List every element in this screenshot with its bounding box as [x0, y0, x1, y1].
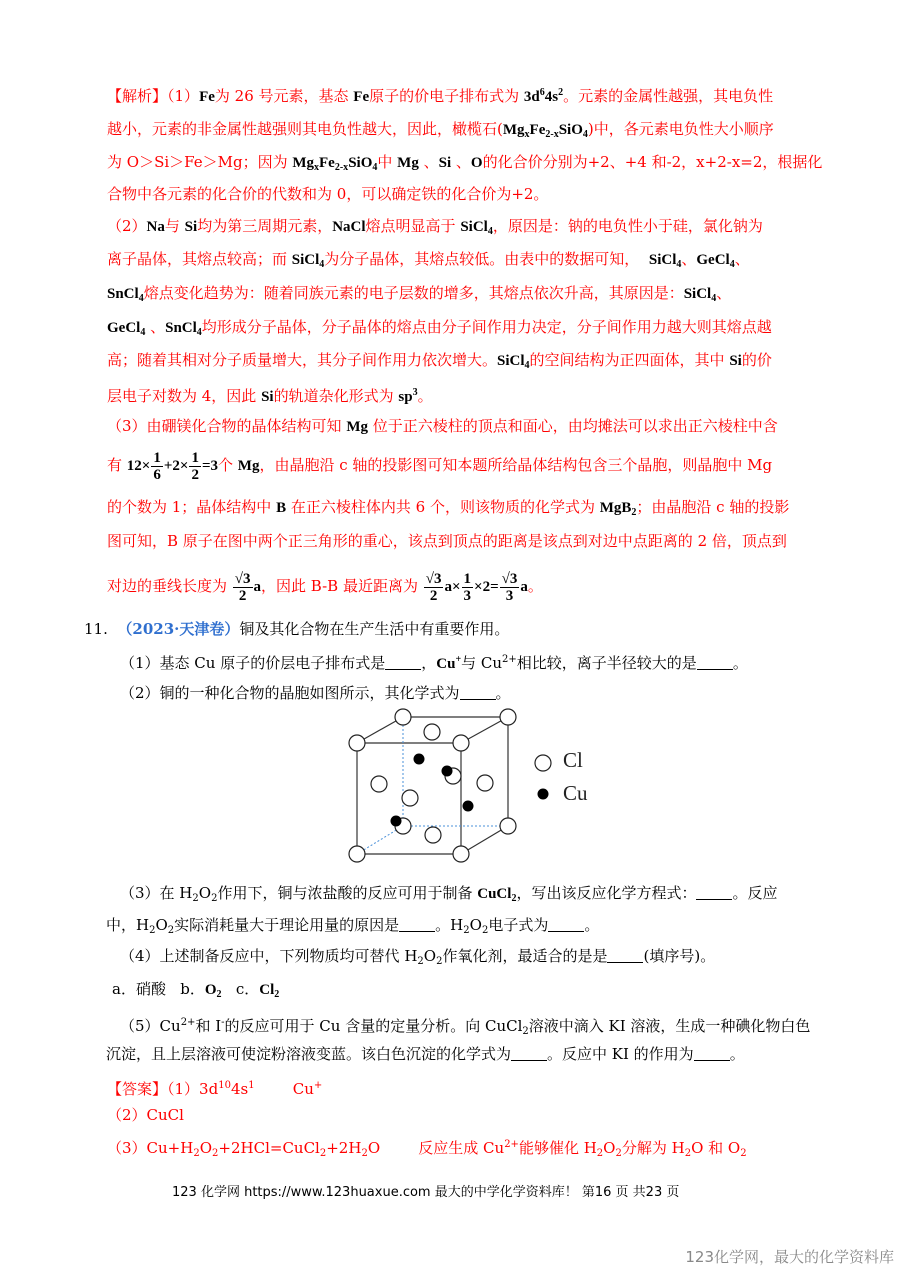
answer-line-2: （2）CuCl — [107, 1106, 184, 1124]
question-stem: 铜及其化合物在生产生活中有重要作用。 — [239, 620, 510, 638]
question-source: （2023·天津卷） — [117, 620, 240, 638]
legend-cu-label: Cu — [563, 781, 588, 805]
analysis-p2-line-4: GeCl$_4$ 、SnCl$_4$均形成分子晶体，分子晶体的熔点由分子间作用力决定，分子间作用力越大则其熔点越 — [107, 318, 772, 338]
cu-atom — [414, 754, 425, 765]
legend-cu-symbol — [538, 789, 549, 800]
cu-atom — [463, 801, 474, 812]
answer-line-3: $(3)Cu+H_2O_2+2HCl=CuCl_2+2H_2O$ 反应生成 $Cu^{2+}$能够催化 $H_2O_2$分解为 $H_2O$ 和 $O_2$ — [107, 1139, 747, 1159]
answer-blank[interactable] — [694, 1046, 730, 1061]
question-part-5-line-2: 沉淀，且上层溶液可使淀粉溶液变蓝。该白色沉淀的化学式为 。反应中 KI 的作用为 。 — [106, 1045, 745, 1063]
question-part-3-line-2: 中，$H_2O_2$实际消耗量大于理论用量的原因是 。$H_2O_2$电子式为 。 — [106, 916, 600, 936]
option-c-value: Cl — [259, 982, 275, 998]
cu-atom — [391, 816, 402, 827]
question-part-1: （1）基态 Cu 原子的价层电子排布式是 ，Cu+与 $Cu^{2+}$相比较，离子半径较大的是 。 — [120, 654, 748, 672]
analysis-label: 【解析】 — [107, 87, 168, 105]
cl-atom — [349, 846, 365, 862]
answer-blank[interactable] — [696, 885, 732, 900]
option-b-value: O — [204, 982, 217, 998]
legend-cl-label: Cl — [563, 748, 583, 772]
analysis-p2-line-3: SnCl$_4$熔点变化趋势为：随着同族元素的电子层数的增多，其熔点依次升高，其原因是：SiCl$_4$、 — [107, 284, 732, 304]
analysis-p3-line-1: （3）由硼镁化合物的晶体结构可知 Mg 位于正六棱柱的顶点和面心，由均摊法可以求出正六棱柱中含 — [107, 417, 778, 435]
analysis-p2-line-2: 离子晶体，其熔点较高；而 SiCl$_4$为分子晶体，其熔点较低。由表中的数据可知， SiCl$_4$、GeCl$_4$、 — [107, 250, 750, 270]
legend-cl-symbol — [535, 755, 551, 771]
fraction-one-half: $\frac{1}{2}$ — [191, 449, 199, 483]
watermark: 123化学网，最大的化学资料库 — [685, 1248, 894, 1266]
question-part-4: （4）上述制备反应中，下列物质均可替代 $H_2O_2$作氧化剂，最适合的是是 (填序号)。 — [120, 947, 716, 967]
analysis-p2-line-5: 高；随着其相对分子质量增大，其分子间作用力依次增大。SiCl$_4$的空间结构为正四面体，其中 Si的价 — [107, 351, 772, 371]
fraction-sqrt3-over-3: $\frac{√3}{3}$ — [501, 570, 518, 604]
analysis-line-4: 合物中各元素的化合价的代数和为 0，可以确定铁的化合价为+2。 — [107, 185, 549, 203]
answer-blank[interactable] — [511, 1046, 547, 1061]
analysis-p2-line-6: 层电子对数为 4，因此 Si的轨道杂化形式为 $sp^3$。 — [107, 387, 433, 405]
answer-blank[interactable] — [607, 948, 643, 963]
analysis-line-3: 为 O＞Si＞Fe＞Mg；因为 $Mg_xFe_{2-x}SiO_4$中 Mg 、Si 、O的化合价分别为+2、+4 和-2，x+2-x=2，根据化 — [107, 153, 823, 173]
answer-line-1: 【答案】$(1)3d^{10}4s^1$ Cu+ — [107, 1080, 323, 1098]
cl-atom — [425, 827, 441, 843]
answer-blank[interactable] — [399, 917, 435, 932]
question-11-header — [84, 619, 509, 639]
question-part-5-line-1: $(5)Cu^{2+}$和 I-的反应可用于 Cu 含量的定量分析。向 CuCl$_2$溶液中滴入 KI 溶液，生成一种碘化物白色 — [120, 1017, 811, 1037]
question-options: a．硝酸 b．$O_2$ c．$Cl_2$ — [112, 980, 280, 1000]
answer-blank[interactable] — [385, 655, 421, 670]
question-number: 11. — [84, 620, 108, 638]
cl-atom — [453, 846, 469, 862]
cl-atom — [402, 790, 418, 806]
cl-atom — [371, 776, 387, 792]
analysis-p3-line-3: 的个数为 1；晶体结构中 B 在正六棱柱体内共 6 个，则该物质的化学式为 MgB$_2$；由晶胞沿 c 轴的投影 — [107, 498, 790, 518]
analysis-line-2: 越小，元素的非金属性越强则其电负性越大，因此，橄榄石$(Mg_xFe_{2-x}SiO_4)$中，各元素电负性大小顺序 — [107, 120, 774, 140]
option-a: a．硝酸 — [112, 980, 166, 998]
option-b-label: b． — [180, 980, 205, 998]
option-c-label: c． — [235, 980, 260, 998]
question-part-3-line-1: （3）在 $H_2O_2$作用下，铜与浓盐酸的反应可用于制备 CuCl$_2$，写出该反应化学方程式： 。反应 — [120, 884, 778, 904]
answer-blank[interactable] — [697, 655, 733, 670]
analysis-line-1: 【解析】（1）Fe为 26 号元素，基态 Fe原子的价电子排布式为 $3d^64s^2$。元素的金属性越强，其电负性 — [107, 87, 774, 105]
cu-atom — [442, 766, 453, 777]
cl-atom — [453, 735, 469, 751]
cl-atom — [500, 709, 516, 725]
cl-atom — [477, 775, 493, 791]
fraction-one-sixth: $\frac{1}{6}$ — [153, 449, 161, 483]
cl-atom — [424, 724, 440, 740]
fraction-one-third: $\frac{1}{3}$ — [463, 570, 472, 604]
fraction-sqrt3-over-2: $\frac{√3}{2}$ — [425, 570, 442, 604]
analysis-p3-line-4: 图可知，B 原子在图中两个正三角形的重心，该点到顶点的距离是该点到对边中点距离的 2 倍，顶点到 — [107, 532, 787, 550]
answer-blank[interactable] — [460, 685, 496, 700]
page-footer: 123 化学网 https://www.123huaxue.com 最大的中学化学资料库！ 第16 页 共23 页 — [172, 1185, 680, 1200]
analysis-p3-line-5: 对边的垂线长度为 $\frac{√3}{2}$ a，因此 B-B 最近距离为 $\frac{√3}{2}$ a× $\frac{1}{3}$ ×2= $\frac{√3}{3}$ a。 — [107, 570, 543, 604]
fraction-sqrt3-over-2: $\frac{√3}{2}$ — [234, 570, 251, 604]
cl-atom — [395, 709, 411, 725]
cl-atoms — [349, 709, 516, 862]
analysis-p2-line-1: （2）Na与 Si均为第三周期元素，NaCl熔点明显高于 SiCl$_4$，原因是：钠的电负性小于硅，氯化钠为 — [107, 217, 763, 237]
question-part-2: （2）铜的一种化合物的晶胞如图所示，其化学式为 。 — [120, 684, 511, 702]
answer-blank[interactable] — [548, 917, 584, 932]
cl-atom — [500, 818, 516, 834]
answer-label: 【答案】 — [107, 1080, 168, 1098]
cl-atom — [349, 735, 365, 751]
analysis-p3-line-2: 有 12× $\frac{1}{6}$ +2× $\frac{1}{2}$ =3个 Mg，由晶胞沿 c 轴的投影图可知本题所给晶体结构包含三个晶胞，则晶胞中 Mg — [107, 449, 773, 483]
